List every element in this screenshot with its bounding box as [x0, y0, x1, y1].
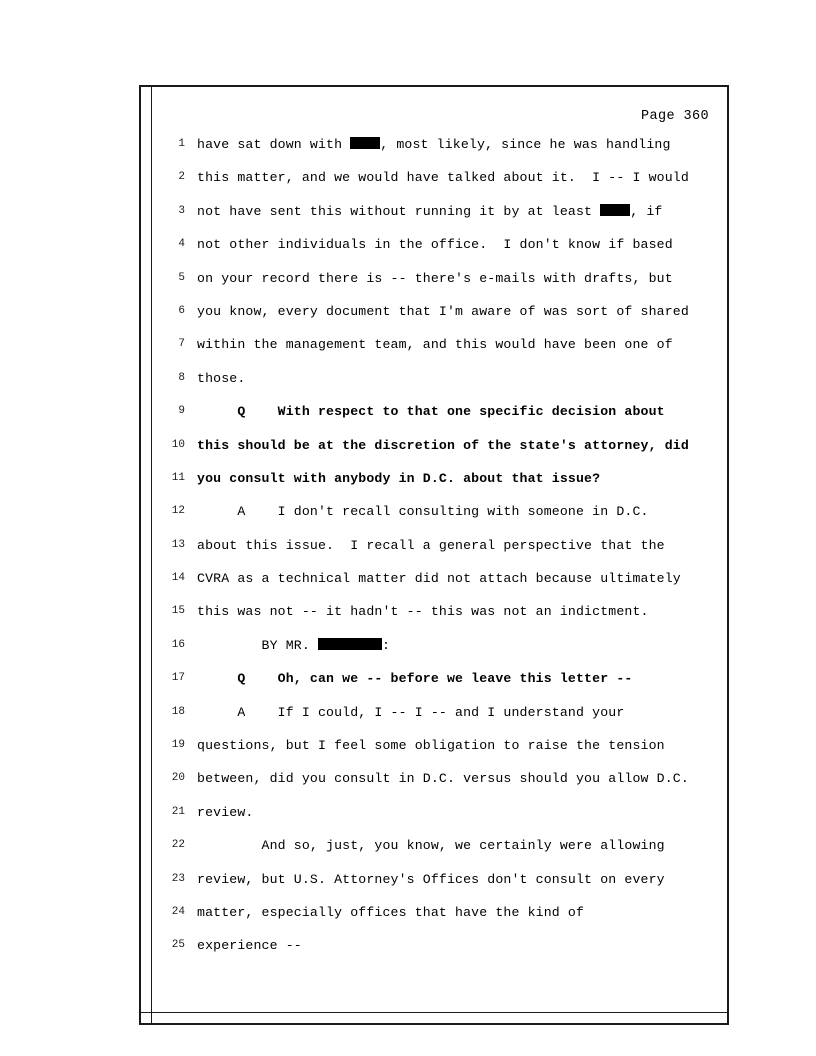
line-number: 11: [171, 471, 185, 484]
line-text-run: matter, especially offices that have the kind of: [197, 904, 585, 920]
line-text-run: BY MR.: [197, 637, 318, 653]
line-text: [197, 135, 719, 155]
line-text-run: have sat down with: [197, 137, 351, 152]
redaction-bar: [350, 137, 380, 149]
line-text: [197, 235, 719, 255]
line-text-run: CVRA as a technical matter did not attach because ultimately: [197, 571, 681, 587]
line-number: 19: [171, 739, 185, 752]
transcript-line: [141, 803, 727, 836]
line-number: 24: [171, 905, 185, 918]
transcript-line: [141, 502, 727, 535]
line-text-run: this was not -- it hadn't -- this was not an indictment.: [197, 604, 649, 620]
line-text: [197, 469, 719, 489]
line-text: [197, 402, 719, 422]
line-number: 22: [171, 839, 185, 852]
line-text: [197, 903, 719, 923]
line-number: 4: [178, 238, 185, 251]
line-text-run: this matter, and we would have talked about it. I -- I would: [197, 170, 689, 186]
transcript-lines: [141, 135, 727, 970]
line-text: [197, 769, 719, 789]
line-number: 3: [178, 204, 185, 217]
line-text-run: within the management team, and this would have been one of: [197, 337, 673, 353]
line-text: [197, 536, 719, 556]
line-text-run: you know, every document that I'm aware of was sort of shared: [197, 303, 689, 319]
transcript-line: [141, 235, 727, 268]
line-number: 23: [171, 872, 185, 885]
line-text: [197, 335, 719, 355]
line-text-run: A If I could, I -- I -- and I understand your: [197, 704, 625, 720]
line-number: 18: [171, 705, 185, 718]
redaction-bar: [600, 204, 630, 216]
line-text-run: about this issue. I recall a general perspective that the: [197, 537, 665, 553]
line-text-run: , most likely, since he was handling: [380, 137, 671, 152]
line-text-run: not other individuals in the office. I don't know if based: [197, 237, 673, 253]
line-text-run: And so, just, you know, we certainly were allowing: [197, 838, 665, 854]
line-text-run: questions, but I feel some obligation to raise the tension: [197, 738, 665, 754]
line-text: [197, 436, 719, 456]
line-number: 20: [171, 772, 185, 785]
transcript-line: [141, 836, 727, 869]
transcript-line: [141, 536, 727, 569]
line-number: 1: [178, 138, 185, 150]
transcript-line: [141, 936, 727, 969]
line-number: 12: [171, 505, 185, 518]
line-text-run: :: [381, 637, 391, 653]
transcript-line: [141, 402, 727, 435]
line-number: 13: [171, 538, 185, 551]
line-text: [197, 669, 719, 689]
transcript-line: [141, 436, 727, 469]
line-text: [197, 836, 719, 856]
line-text-run: , if: [630, 203, 663, 219]
line-text-run: review, but U.S. Attorney's Offices don't consult on every: [197, 871, 665, 887]
page-number-label: Page 360: [640, 109, 709, 124]
line-text: [197, 602, 719, 622]
transcript-line: [141, 135, 727, 168]
line-number: 2: [178, 171, 185, 184]
line-number: 7: [178, 338, 185, 351]
line-number: 15: [171, 605, 185, 618]
line-number: 14: [171, 572, 185, 585]
line-text-run: between, did you consult in D.C. versus should you allow D.C.: [197, 771, 689, 787]
line-number: 25: [171, 939, 185, 952]
transcript-line: [141, 469, 727, 502]
transcript-line: [141, 602, 727, 635]
line-text-run: not have sent this without running it by at least: [197, 203, 601, 219]
line-number: 8: [178, 371, 185, 384]
line-text: [197, 803, 719, 823]
line-text: [197, 269, 719, 289]
line-text-run: this should be at the discretion of the state's attorney, did: [197, 437, 689, 453]
line-number: 10: [171, 438, 185, 451]
transcript-line: [141, 903, 727, 936]
transcript-line: [141, 168, 727, 201]
line-text: [197, 369, 719, 389]
line-text: [197, 302, 719, 322]
line-text: [197, 502, 719, 522]
transcript-line: [141, 636, 727, 669]
line-text-run: on your record there is -- there's e-mails with drafts, but: [197, 270, 673, 286]
transcript-line: [141, 302, 727, 335]
line-text-run: A I don't recall consulting with someone in D.C.: [197, 504, 649, 520]
line-number: 17: [171, 672, 185, 685]
line-text: [197, 936, 719, 956]
transcript-line: [141, 769, 727, 802]
transcript-line: [141, 736, 727, 769]
transcript-line: [141, 269, 727, 302]
line-text: [197, 168, 719, 188]
line-text: [197, 736, 719, 756]
transcript-line: [141, 870, 727, 903]
redaction-bar: [318, 638, 382, 650]
line-text-run: Q Oh, can we -- before we leave this letter --: [197, 671, 633, 687]
line-number: 16: [171, 638, 185, 651]
line-text: [197, 636, 719, 656]
transcript-line: [141, 669, 727, 702]
line-number: 21: [171, 805, 185, 818]
line-text-run: those.: [197, 370, 246, 386]
line-text: [197, 202, 719, 222]
transcript-page-border: [139, 85, 729, 1025]
line-number: 6: [178, 304, 185, 317]
line-number: 5: [178, 271, 185, 284]
line-text-run: review.: [197, 804, 254, 820]
transcript-line: [141, 703, 727, 736]
line-text: [197, 569, 719, 589]
transcript-line: [141, 569, 727, 602]
line-text: [197, 870, 719, 890]
line-text-run: you consult with anybody in D.C. about that issue?: [197, 470, 601, 486]
line-text: [197, 703, 719, 723]
bottom-margin-rule: [141, 1012, 727, 1013]
line-number: 9: [178, 405, 185, 418]
transcript-line: [141, 369, 727, 402]
line-text-run: Q With respect to that one specific decision about: [197, 404, 665, 420]
transcript-line: [141, 335, 727, 368]
line-text-run: experience --: [197, 938, 302, 954]
transcript-line: [141, 202, 727, 235]
